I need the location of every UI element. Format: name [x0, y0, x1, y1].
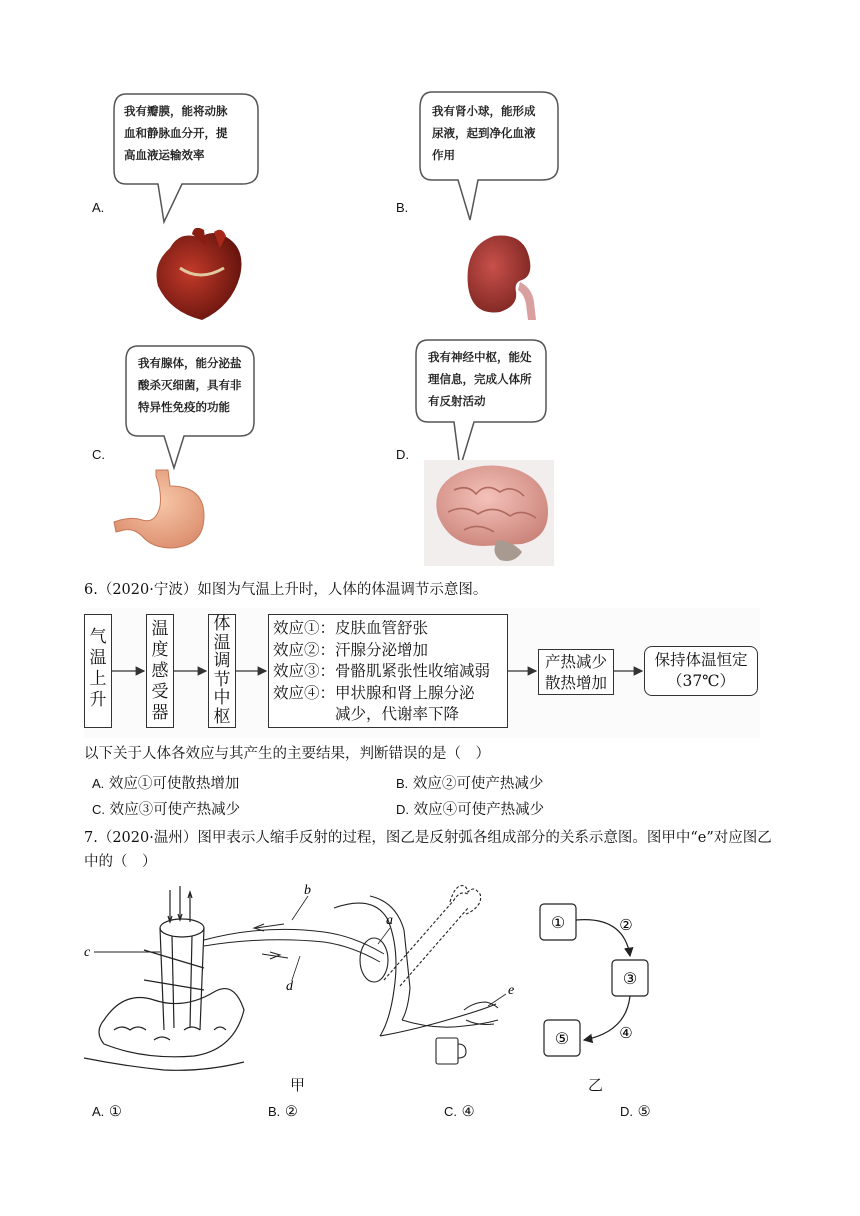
q7-stem-line1: 7.（2020·温州）图甲表示人缩手反射的过程，图乙是反射弧各组成部分的关系示意图。图甲中“e”对应图乙	[84, 830, 772, 846]
bubble-b-line1: 我有肾小球，能形成	[432, 104, 536, 118]
q6-question: 以下关于人体各效应与其产生的主要结果，判断错误的是（ ）	[84, 746, 490, 762]
option-b-letter: B.	[396, 200, 409, 215]
label-b: b	[304, 883, 311, 898]
stomach-icon	[112, 466, 212, 556]
q6-option-d[interactable]: D. 效应④可使产热减少	[396, 802, 545, 818]
caption-jia: 甲	[290, 1076, 306, 1094]
q7-option-b[interactable]: B. ②	[268, 1104, 298, 1120]
q7-option-c[interactable]: C. ④	[444, 1104, 475, 1120]
bubble-a-line3: 高血液运输效率	[124, 148, 205, 162]
bubble-a-line1: 我有瓣膜，能将动脉	[124, 104, 228, 118]
bubble-b-line2: 尿液，起到净化血液	[432, 126, 536, 140]
flow-box-final: 保持体温恒定 （37℃）	[644, 646, 758, 696]
q6-option-a[interactable]: A. 效应①可使散热增加	[92, 776, 240, 792]
q7-option-a[interactable]: A. ①	[92, 1104, 122, 1120]
q6-option-b[interactable]: B. 效应②可使产热减少	[396, 776, 544, 792]
q7-stem-line2: 中的（ ）	[84, 854, 157, 870]
option-c-letter: C.	[92, 447, 105, 462]
q6-stem: 6.（2020·宁波）如图为气温上升时，人体的体温调节示意图。	[84, 582, 488, 598]
bubble-d-line3: 有反射活动	[428, 394, 486, 408]
heart-icon	[150, 228, 250, 322]
flow-box-thermoregulation-center: 体 温 调 节 中 枢	[208, 614, 236, 728]
reflex-relation-diagram	[530, 896, 670, 1066]
effect-3: 效应③：骨骼肌紧张性收缩减弱	[273, 662, 491, 680]
option-a-letter: A.	[92, 200, 105, 215]
bubble-d-line2: 理信息，完成人体所	[428, 372, 532, 386]
bubble-b-line3: 作用	[432, 148, 455, 162]
flow-box-result: 产热减少 散热增加	[538, 649, 614, 695]
bubble-a-line2: 血和静脉血分开，提	[124, 126, 228, 140]
flow-box-thermoreceptor: 温 度 感 受 器	[146, 614, 174, 728]
arrow-label-2: ②	[619, 916, 633, 934]
flow-box-temperature-rise: 气 温 上 升	[84, 614, 112, 728]
node-1: ①	[550, 913, 566, 932]
flow-box-effects	[268, 614, 508, 728]
bubble-c-line3: 特异性免疫的功能	[138, 400, 230, 414]
bubble-c-line2: 酸杀灭细菌，具有非	[138, 378, 242, 392]
effect-4-cont: 减少，代谢率下降	[273, 705, 460, 723]
node-5: ⑤	[554, 1029, 570, 1048]
label-e: e	[508, 983, 514, 998]
caption-yi: 乙	[588, 1076, 604, 1094]
label-c: c	[84, 945, 91, 960]
effect-2: 效应②：汗腺分泌增加	[273, 640, 429, 659]
reflex-arc-figure	[84, 880, 514, 1080]
bubble-c-line1: 我有腺体，能分泌盐	[138, 356, 242, 370]
option-d-letter: D.	[396, 447, 409, 462]
q7-option-d[interactable]: D. ⑤	[620, 1104, 651, 1120]
kidney-icon	[464, 232, 548, 320]
bubble-d-line1: 我有神经中枢，能处	[428, 350, 532, 364]
arrow-label-4: ④	[619, 1024, 633, 1042]
q6-option-c[interactable]: C. 效应③可使产热减少	[92, 802, 241, 818]
label-a: a	[386, 913, 393, 928]
effect-1: 效应①：皮肤血管舒张	[273, 619, 429, 637]
effect-4: 效应④：甲状腺和肾上腺分泌	[273, 683, 475, 702]
node-3: ③	[622, 969, 638, 988]
label-d: d	[286, 979, 293, 994]
brain-icon	[424, 460, 554, 566]
